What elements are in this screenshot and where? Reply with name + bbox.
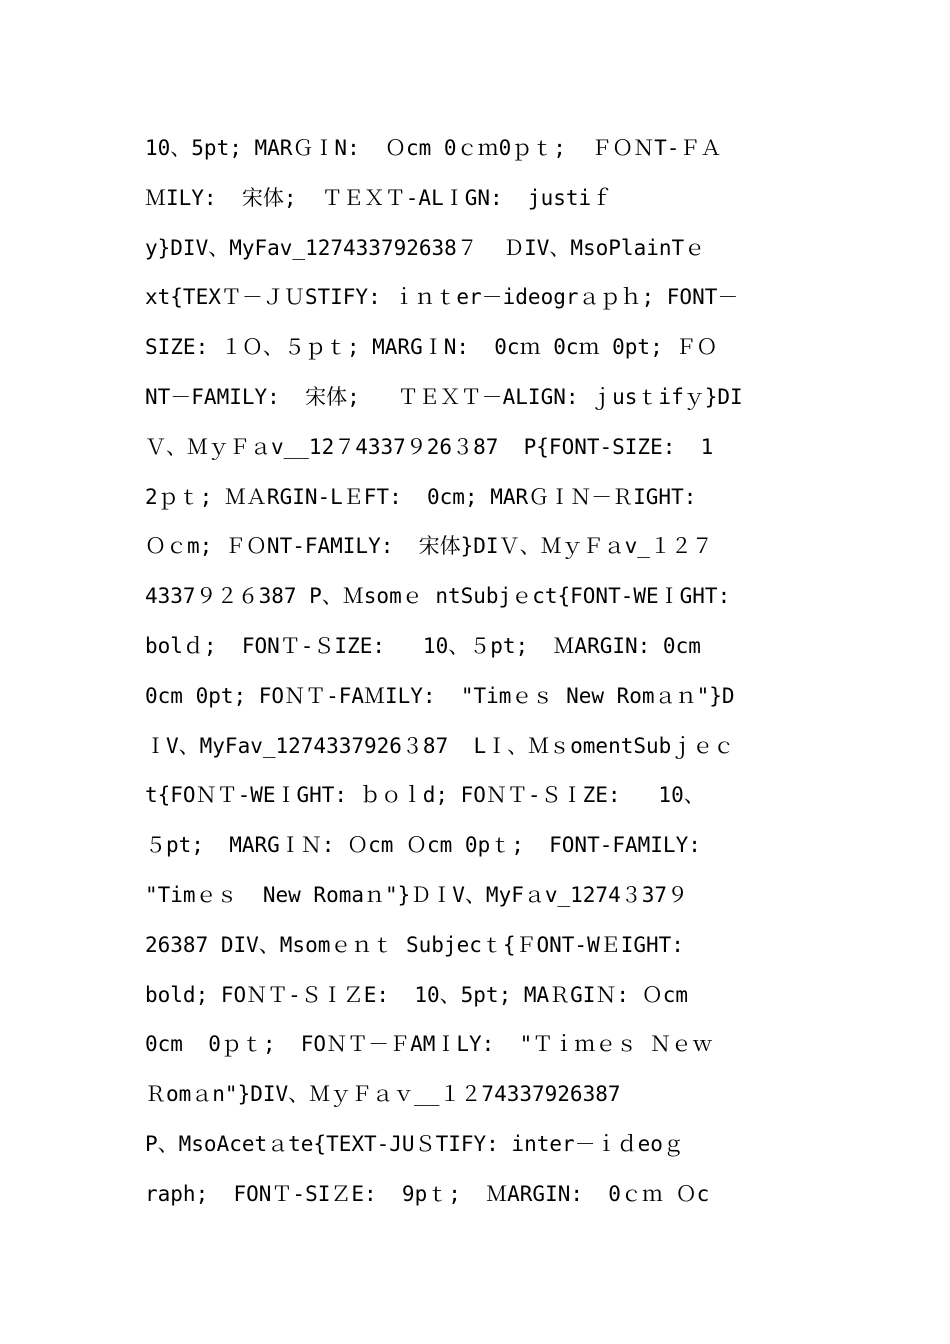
text-line: 2ｐｔ; ＭＡRGIN-LＥFT: 0cm; MARＧＩＮ－ＲIGHT:	[145, 484, 697, 509]
text-line: "Timｅｓ New Romaｎ"}ＤＩV、MyFａv_1274３37９	[145, 882, 689, 907]
text-line: ５pt; MARGＩＮ: Ｏcm Ｏcm 0pｔ; FONT-FAMILY:	[145, 833, 701, 858]
text-line: 26387 DIV、Msomｅｎｔ Subjecｔ{ＦONT-WＥIGHT:	[145, 932, 684, 957]
text-line: 0cm 0pt; FOＮＴ-FAＭILY: "Timｅｓ New Romａｎ"}D	[145, 683, 735, 708]
text-line: 10、5pt; MARＧＩN: Ｏcm 0ｃｍ0ｐｔ; ＦＯＮT-ＦＡ	[145, 136, 722, 160]
document-body	[145, 124, 810, 1220]
text-line: y}DIV、MyFav_127433792638７ ＤIV、MsoPlainTｅ	[145, 235, 706, 260]
text-line: raph; FONＴ-SIＺE: 9pｔ; ＭARGIN: 0ｃｍ Ｏc	[145, 1181, 710, 1206]
text-line: Ｖ、ＭｙＦａv__12７4337９26３87 P{FONT-SIZE: 1	[145, 434, 714, 459]
text-line: 0cm 0ｐｔ; FOＮＴ－ＦAMＩLY: "Ｔｉｍｅｓ Ｎｅｗ	[145, 1032, 713, 1057]
text-line: ＭILY: 宋体; ＴＥＸＴ-ALＩGN: justiｆ	[145, 185, 613, 210]
text-line: SIZE: １Ｏ、５ｐｔ; MARGＩN: 0cｍ 0cｍ 0pt; ＦＯ	[145, 335, 718, 360]
text-line: bold; FOＮＴ-ＳＩＺE: 10、5pt; MAＲGIＮ: Ｏcm	[145, 982, 689, 1007]
text-line: xt{TEXＴ－ＪＵSTIFY: ｉｎｔer－ideogrａｐｈ; FONT－	[145, 285, 739, 310]
text-line: NT－FAMILY: 宋体; ＴＥＸＴ－ALIGN: ｊusｔifｙ}DI	[145, 384, 743, 409]
text-line: bolｄ; FONＴ-ＳIZE: 10、５pt; ＭARGIN: 0cm	[145, 633, 701, 658]
text-line: Ｏｃm; ＦＯNT-FAMILY: 宋体}DIＶ、ＭｙＦａv_１２７	[145, 534, 713, 559]
text-line: Ｒomａn"}DIV、ＭｙＦａｖ__１２74337926387	[145, 1082, 621, 1107]
text-line: 4337９２６387 P、Ｍsomｅ ntSubjｅct{FONT-WEＩGHT:	[145, 584, 731, 609]
text-line: ＩV、MyFav_1274337926３87 LＩ、ＭｓomentSubｊｅｃ	[145, 733, 735, 758]
text-line: P、MsoAcetａte{TEXT-JUＳTIFY: inter－ｉｄeoｇ	[145, 1131, 684, 1156]
text-line: t{FOＮＴ-WEＩGHT: ｂｏｌd; FOＮＴ-ＳＩZE: 10、	[145, 783, 705, 808]
